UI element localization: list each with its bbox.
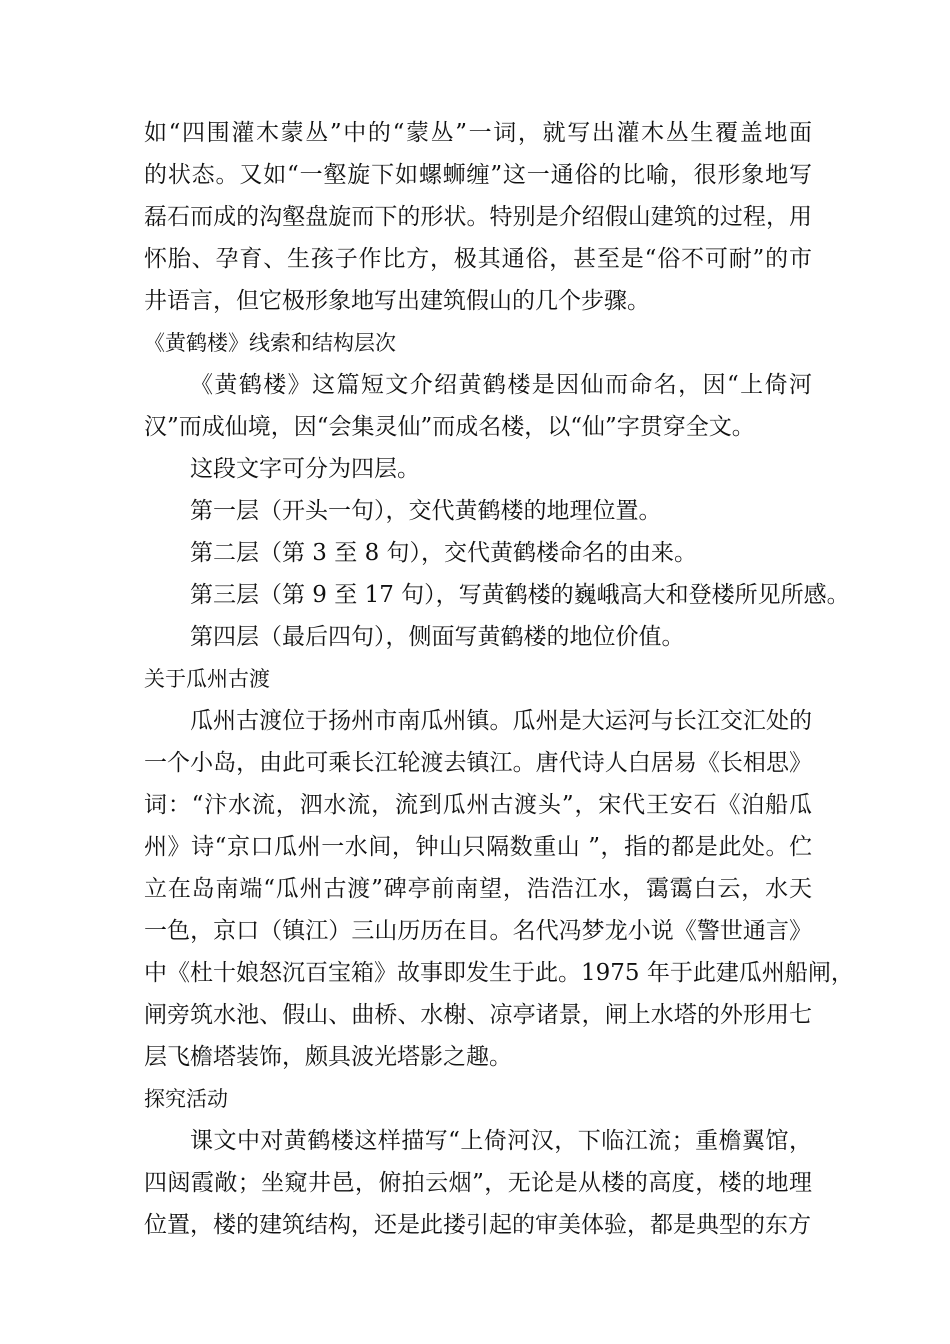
body-paragraph: [144, 574, 850, 616]
body-paragraph: [144, 448, 812, 490]
text-line: 瓜州古渡位于扬州市南瓜州镇。瓜州是大运河与长江交汇处的: [190, 708, 812, 734]
text-line: 层飞檐塔装饰，颇具波光塔影之趣。: [144, 1044, 512, 1070]
text-line: 第一层（开头一句），交代黄鹤楼的地理位置。: [190, 498, 662, 524]
section-heading-text: 关于瓜州古渡: [144, 667, 270, 691]
text-line: 课文中对黄鹤楼这样描写“上倚河汉，下临江流；重檐翼馆，: [190, 1128, 812, 1154]
text-line: 州》诗“京口瓜州一水间，钟山只隔数重山 ”，指的都是此处。伫: [144, 834, 812, 860]
body-paragraph: [144, 700, 854, 1078]
text-line: 磊石而成的沟壑盘旋而下的形状。特别是介绍假山建筑的过程，用: [144, 204, 812, 230]
body-paragraph: [144, 112, 812, 322]
text-line: 第四层（最后四句），侧面写黄鹤楼的地位价值。: [190, 624, 685, 650]
document-body: [144, 112, 854, 1246]
text-line: 井语言，但它极形象地写出建筑假山的几个步骤。: [144, 288, 650, 314]
section-heading-text: 《黄鹤楼》线索和结构层次: [144, 331, 396, 355]
body-paragraph: [144, 1120, 812, 1246]
text-line: 这段文字可分为四层。: [190, 456, 420, 482]
text-line: 立在岛南端“瓜州古渡”碑亭前南望，浩浩江水，霭霭白云，水天: [144, 876, 812, 902]
body-paragraph: [144, 364, 812, 448]
text-line: 如“四围灌木蒙丛”中的“蒙丛”一词，就写出灌木丛生覆盖地面: [144, 120, 812, 146]
text-line: 闸旁筑水池、假山、曲桥、水榭、凉亭诸景，闸上水塔的外形用七: [144, 1002, 812, 1028]
section-heading: [144, 1078, 812, 1120]
section-heading: [144, 322, 812, 364]
text-line: 中《杜十娘怒沉百宝箱》故事即发生于此。1975 年于此建瓜州船闸，: [144, 960, 854, 986]
text-line: 词：“汴水流，泗水流，流到瓜州古渡头”，宋代王安石《泊船瓜: [144, 792, 812, 818]
text-line: 《黄鹤楼》这篇短文介绍黄鹤楼是因仙而命名，因“上倚河: [190, 372, 812, 398]
text-line: 怀胎、孕育、生孩子作比方，极其通俗，甚至是“俗不可耐”的市: [144, 246, 812, 272]
text-line: 位置，楼的建筑结构，还是此搂引起的审美体验，都是典型的东方: [144, 1212, 811, 1238]
text-line: 第二层（第 3 至 8 句），交代黄鹤楼命名的由来。: [190, 540, 698, 566]
text-line: 一色，京口（镇江）三山历历在目。名代冯梦龙小说《警世通言》: [144, 918, 812, 944]
text-line: 汉”而成仙境，因“会集灵仙”而成名楼，以“仙”字贯穿全文。: [144, 414, 755, 440]
body-paragraph: [144, 616, 812, 658]
section-heading: [144, 658, 812, 700]
section-heading-text: 探究活动: [144, 1087, 228, 1111]
text-line: 一个小岛，由此可乘长江轮渡去镇江。唐代诗人白居易《长相思》: [144, 750, 812, 776]
text-line: 第三层（第 9 至 17 句），写黄鹤楼的巍峨高大和登楼所见所感。: [190, 582, 850, 608]
body-paragraph: [144, 532, 812, 574]
body-paragraph: [144, 490, 812, 532]
text-line: 的状态。又如“一壑旋下如螺蛳缠”这一通俗的比喻，很形象地写: [144, 162, 812, 188]
text-line: 四闼霞敞；坐窥井邑，俯拍云烟”，无论是从楼的高度，楼的地理: [144, 1170, 812, 1196]
